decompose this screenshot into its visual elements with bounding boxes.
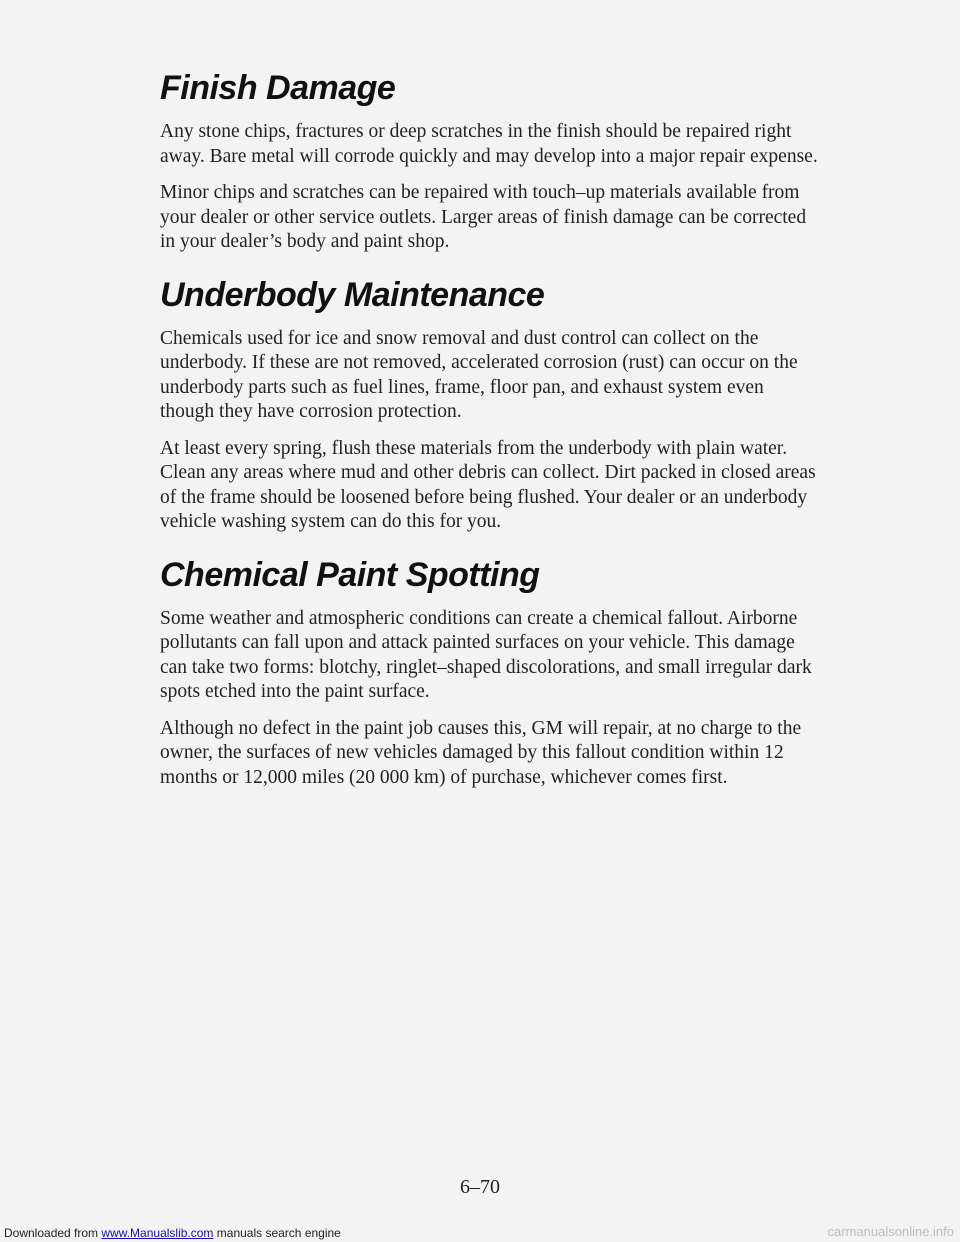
watermark: carmanualsonline.info	[827, 1224, 954, 1239]
section-chemical-paint-spotting	[160, 555, 820, 791]
paragraph: Some weather and atmospheric conditions can create a chemical fallout. Airborne pollutants can fall upon and attack painted surfaces on your vehicle. This damage can take two forms: blotchy, ringlet–shaped discolorations, and small irregular dark spots etched into the paint surface.	[160, 607, 812, 702]
manualslib-link[interactable]: www.Manualslib.com	[101, 1226, 214, 1240]
paragraph: Minor chips and scratches can be repaired with touch–up materials available from your dealer or other service outlets. Larger areas of finish damage can be corrected in your dealer’s body and paint shop.	[160, 182, 807, 252]
page-number: 6–70	[460, 1176, 500, 1198]
paragraph: Any stone chips, fractures or deep scratches in the finish should be repaired right away. Bare metal will corrode quickly and may develop into a major repair expense.	[160, 121, 818, 167]
section-heading: Chemical Paint Spotting	[160, 555, 540, 594]
footer-prefix: Downloaded from	[4, 1226, 102, 1240]
download-footer	[4, 1226, 341, 1240]
paragraph: Although no defect in the paint job causes this, GM will repair, at no charge to the owner, the surfaces of new vehicles damaged by this fallout condition within 12 months or 12,000 miles (20 000 km) of purchase, whichever comes first.	[160, 717, 802, 788]
paragraph: At least every spring, flush these materials from the underbody with plain water. Clean any areas where mud and other debris can collect. Dirt packed in closed areas of the frame should be loosened before being flushed. Your dealer or an underbody vehicle washing system can do this for you.	[160, 437, 816, 532]
paragraph: Chemicals used for ice and snow removal and dust control can collect on the underbody. If these are not removed, accelerated corrosion (rust) can occur on the underbody parts such as fuel lines, frame, floor pan, and exhaust system even though they have corrosion protection.	[160, 327, 798, 422]
page-content	[160, 68, 820, 810]
footer-suffix: manuals search engine	[213, 1226, 341, 1240]
section-finish-damage	[160, 68, 820, 255]
section-underbody-maintenance	[160, 275, 820, 535]
section-heading: Underbody Maintenance	[160, 275, 545, 314]
section-heading: Finish Damage	[160, 69, 396, 107]
